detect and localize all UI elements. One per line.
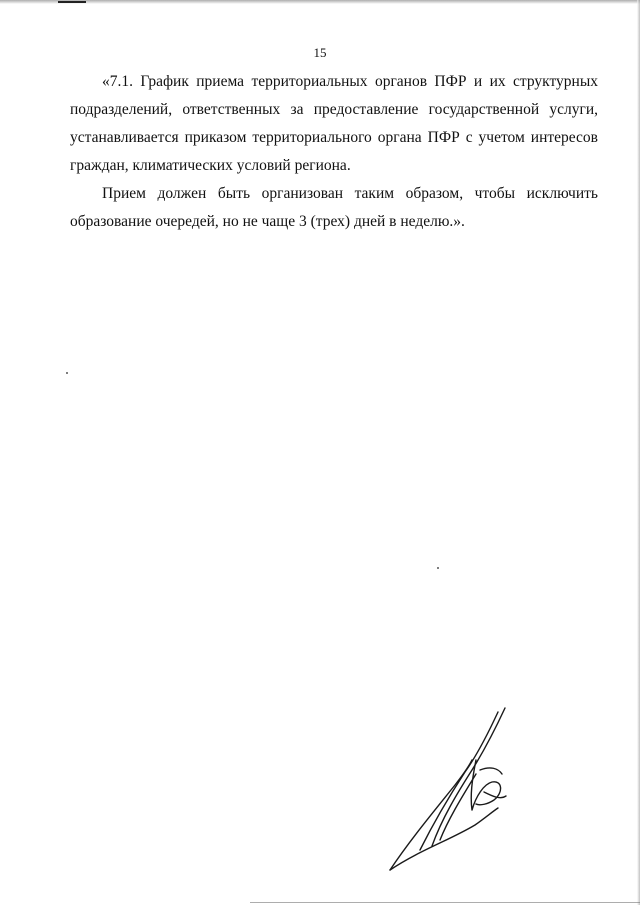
scan-top-edge — [0, 0, 640, 4]
speck-right — [437, 567, 439, 569]
speck-left — [66, 372, 68, 374]
paragraph-reception: Прием должен быть организован таким образом, чтобы исключить образование очередей, но не чаще 3 (трех) дней в неделю.». — [70, 185, 598, 230]
scan-top-mark — [58, 1, 86, 3]
paragraph-7-1: «7.1. График приема территориальных органов ПФР и их структурных подразделений, ответственных за предоставление государственной услуги, устанавливается приказом территориального органа ПФР с учетом интересов граждан, климатических условий региона. — [70, 73, 598, 174]
document-body — [70, 68, 598, 236]
page-number: 15 — [313, 45, 327, 60]
scan-bottom-edge — [250, 902, 640, 903]
handwritten-signature — [380, 700, 540, 880]
